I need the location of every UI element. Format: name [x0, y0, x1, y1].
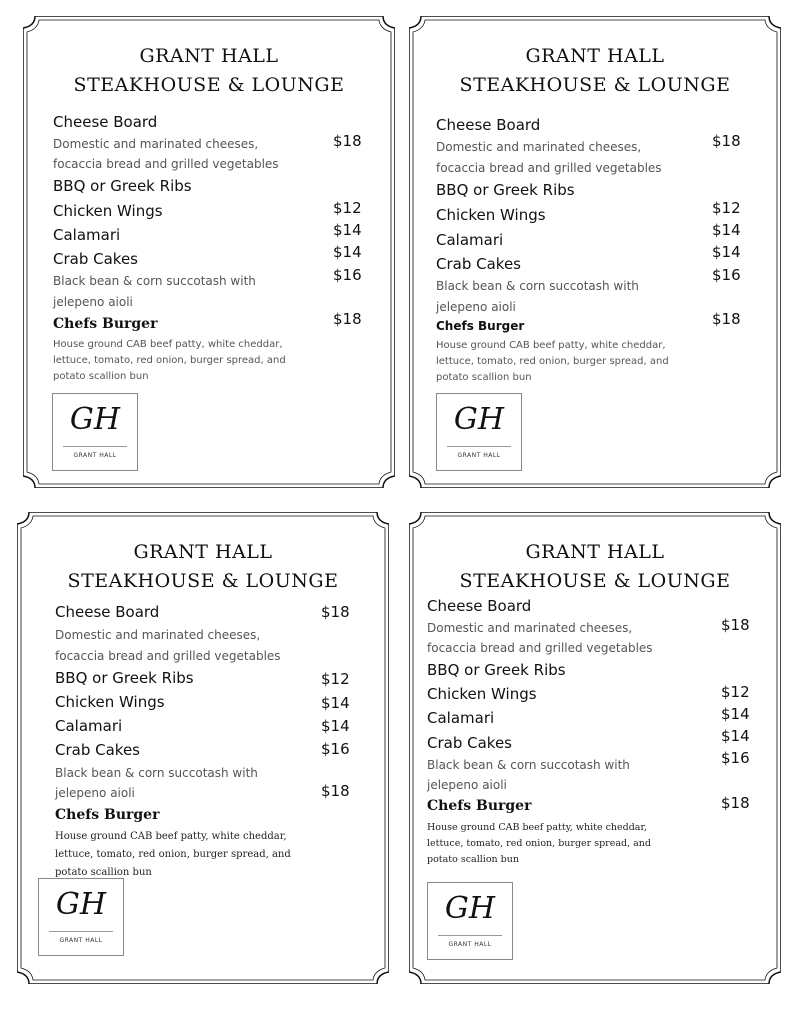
item-desc: Domestic and marinated cheeses, [427, 621, 633, 635]
item-desc: Domestic and marinated cheeses, [55, 628, 261, 642]
item-desc: jelepeno aioli [53, 295, 133, 309]
item-desc: focaccia bread and grilled vegetables [427, 641, 653, 655]
item-desc: lettuce, tomato, red onion, burger spread, and [55, 849, 291, 860]
menu-card-bottom-right [409, 512, 781, 984]
item-name: BBQ or Greek Ribs [55, 669, 194, 687]
item-name: Calamari [53, 226, 121, 244]
item-desc: House ground CAB beef patty, white cheddar, [55, 831, 287, 842]
item-desc: jelepeno aioli [55, 786, 135, 800]
item-price: $18 [712, 132, 741, 150]
grant-hall-logo [52, 393, 138, 471]
logo-divider [438, 935, 502, 936]
logo-label: GRANT HALL [457, 452, 501, 459]
item-desc: House ground CAB beef patty, white cheddar, [427, 822, 647, 833]
item-name: Chicken Wings [427, 685, 537, 703]
item-price: $18 [321, 603, 350, 621]
item-desc: House ground CAB beef patty, white cheddar, [53, 339, 283, 350]
item-name: Cheese Board [55, 603, 160, 621]
item-name: Chicken Wings [53, 202, 163, 220]
monogram: GH [444, 891, 496, 926]
item-price: $16 [721, 749, 750, 767]
logo-divider [49, 931, 113, 932]
item-name: Cheese Board [436, 116, 541, 134]
item-price: $14 [321, 694, 350, 712]
logo-divider [447, 446, 511, 447]
item-name: BBQ or Greek Ribs [436, 181, 575, 199]
item-desc: Black bean & corn succotash with [55, 766, 258, 780]
item-name: Chefs Burger [55, 807, 160, 823]
item-price: $16 [321, 740, 350, 758]
logo-label: GRANT HALL [73, 452, 117, 459]
item-price: $12 [721, 683, 750, 701]
item-desc: potato scallion bun [436, 372, 532, 383]
item-name: Chicken Wings [436, 206, 546, 224]
item-price: $12 [333, 199, 362, 217]
logo-label: GRANT HALL [59, 937, 103, 944]
item-name: Chicken Wings [55, 693, 165, 711]
menu-title [17, 538, 389, 596]
monogram: GH [69, 402, 121, 437]
item-name: BBQ or Greek Ribs [427, 661, 566, 679]
grant-hall-logo [38, 878, 124, 956]
title-line-1: GRANT HALL [525, 45, 665, 67]
item-name: Crab Cakes [55, 741, 140, 759]
title-line-1: GRANT HALL [525, 541, 665, 563]
logo-divider [63, 446, 127, 447]
grant-hall-logo [436, 393, 522, 471]
item-price: $14 [333, 243, 362, 261]
title-line-1: GRANT HALL [133, 541, 273, 563]
item-desc: Black bean & corn succotash with [436, 279, 639, 293]
title-line-1: GRANT HALL [139, 45, 279, 67]
item-price: $18 [712, 310, 741, 328]
item-price: $16 [333, 266, 362, 284]
item-desc: focaccia bread and grilled vegetables [53, 157, 279, 171]
item-price: $14 [712, 221, 741, 239]
item-name: Crab Cakes [427, 734, 512, 752]
item-desc: lettuce, tomato, red onion, burger spread, and [436, 356, 669, 367]
item-price: $16 [712, 266, 741, 284]
item-desc: lettuce, tomato, red onion, burger spread, and [53, 355, 286, 366]
item-name: Crab Cakes [436, 255, 521, 273]
item-name: Cheese Board [53, 113, 158, 131]
menu-title [409, 42, 781, 100]
item-desc: focaccia bread and grilled vegetables [55, 649, 281, 663]
menu-card-bottom-left [17, 512, 389, 984]
menu-title [23, 42, 395, 100]
logo-label: GRANT HALL [448, 941, 492, 948]
item-price: $12 [712, 199, 741, 217]
item-price: $14 [721, 705, 750, 723]
item-price: $14 [721, 727, 750, 745]
title-line-2: STEAKHOUSE & LOUNGE [73, 74, 345, 96]
item-price: $18 [721, 616, 750, 634]
item-price: $18 [333, 310, 362, 328]
monogram: GH [453, 402, 505, 437]
item-desc: Domestic and marinated cheeses, [53, 137, 259, 151]
item-price: $12 [321, 670, 350, 688]
item-name: Calamari [436, 231, 504, 249]
item-desc: potato scallion bun [53, 371, 149, 382]
item-desc: Black bean & corn succotash with [53, 274, 256, 288]
item-price: $14 [333, 221, 362, 239]
item-name: BBQ or Greek Ribs [53, 177, 192, 195]
item-price: $14 [712, 243, 741, 261]
item-desc: focaccia bread and grilled vegetables [436, 161, 662, 175]
item-desc: lettuce, tomato, red onion, burger spread, and [427, 838, 651, 849]
title-line-2: STEAKHOUSE & LOUNGE [67, 570, 339, 592]
item-desc: Domestic and marinated cheeses, [436, 140, 642, 154]
item-price: $18 [721, 794, 750, 812]
item-price: $18 [333, 132, 362, 150]
menu-title [409, 538, 781, 596]
item-name: Chefs Burger [436, 319, 525, 333]
title-line-2: STEAKHOUSE & LOUNGE [459, 570, 731, 592]
item-price: $14 [321, 717, 350, 735]
item-desc: jelepeno aioli [427, 778, 507, 792]
item-name: Crab Cakes [53, 250, 138, 268]
menu-card-top-left [23, 16, 395, 488]
item-name: Calamari [427, 709, 495, 727]
item-name: Cheese Board [427, 597, 532, 615]
grant-hall-logo [427, 882, 513, 960]
item-desc: jelepeno aioli [436, 300, 516, 314]
item-price: $18 [321, 782, 350, 800]
menu-card-top-right [409, 16, 781, 488]
item-name: Calamari [55, 717, 123, 735]
item-name: Chefs Burger [53, 316, 158, 332]
item-desc: potato scallion bun [427, 854, 519, 865]
title-line-2: STEAKHOUSE & LOUNGE [459, 74, 731, 96]
item-name: Chefs Burger [427, 798, 532, 814]
monogram: GH [55, 887, 107, 922]
item-desc: Black bean & corn succotash with [427, 758, 630, 772]
item-desc: House ground CAB beef patty, white cheddar, [436, 340, 666, 351]
item-desc: potato scallion bun [55, 867, 152, 878]
